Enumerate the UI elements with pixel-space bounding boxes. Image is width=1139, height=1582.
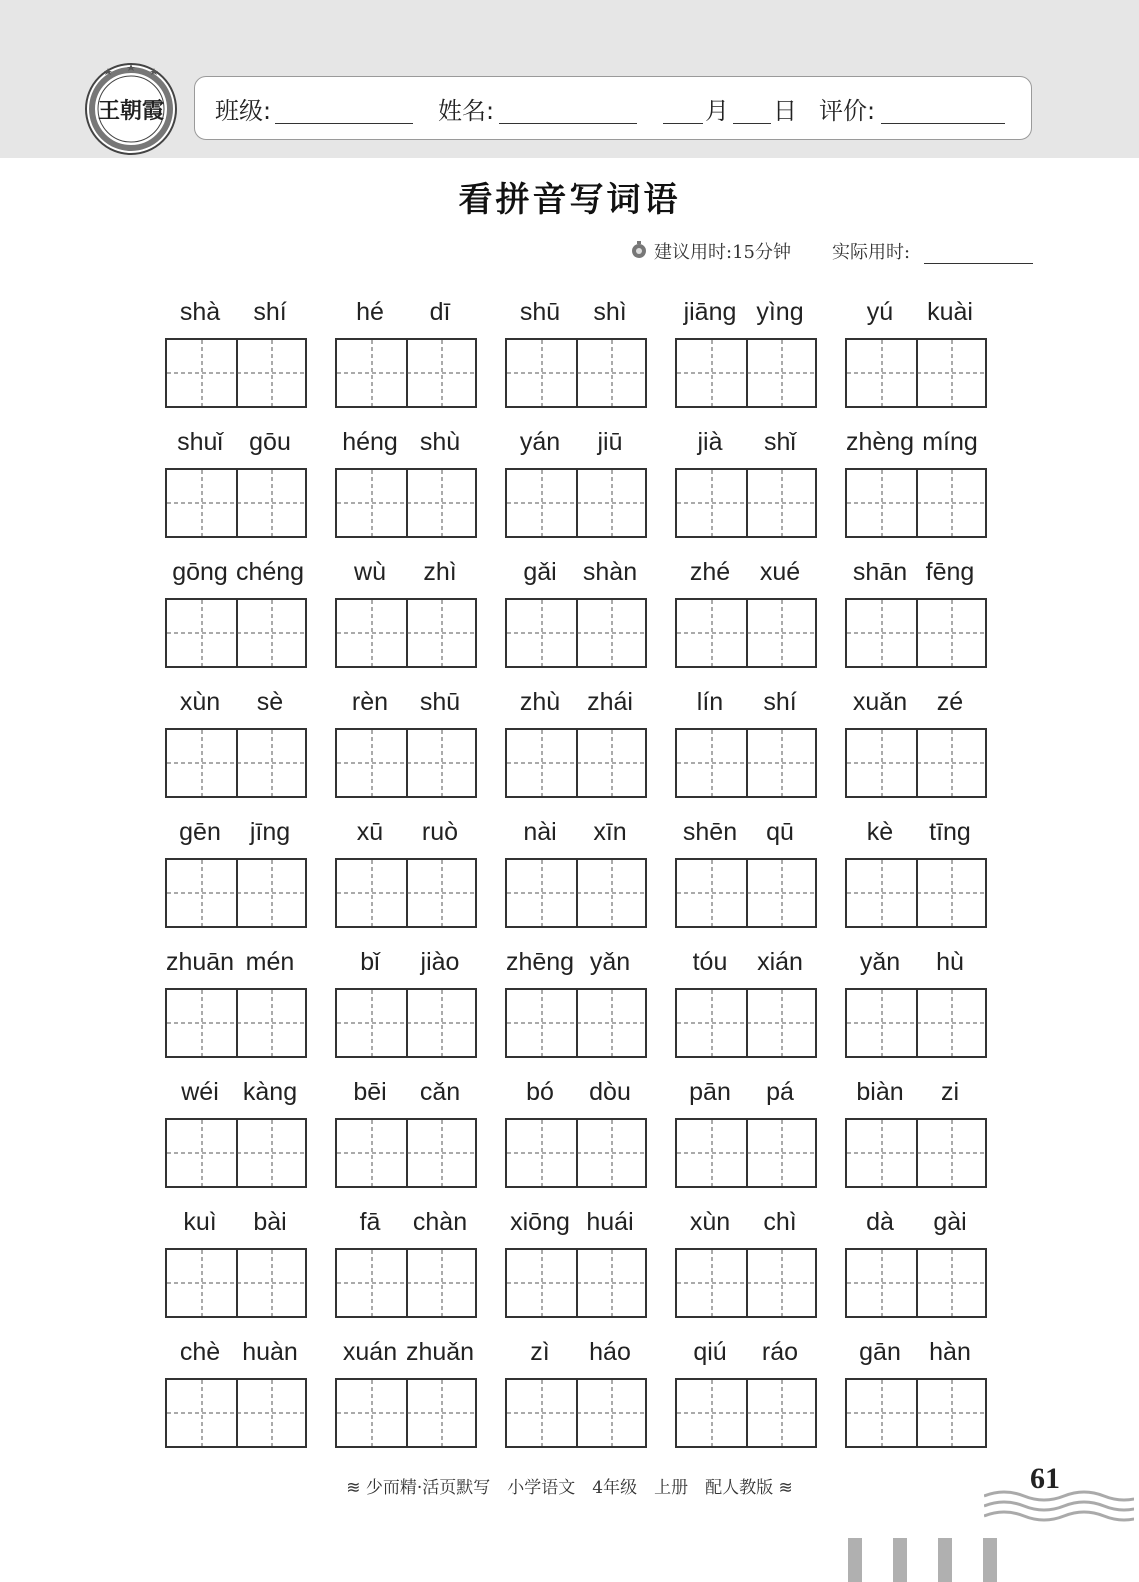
pinyin-syllable: tóu — [692, 948, 728, 976]
pinyin-syllable: zhèng — [845, 428, 915, 456]
pinyin-syllable: nài — [523, 818, 557, 846]
pinyin-syllable: jiào — [420, 948, 460, 976]
pinyin-syllable: jiū — [597, 428, 623, 456]
pinyin-syllable: shàn — [582, 558, 638, 586]
pinyin-syllable: jià — [697, 428, 723, 456]
writing-box[interactable] — [845, 728, 987, 798]
pinyin-syllable: bó — [526, 1078, 554, 1106]
writing-box[interactable] — [165, 598, 307, 668]
pinyin-syllable: zi — [940, 1078, 960, 1106]
pinyin-syllable: gān — [859, 1338, 901, 1366]
pinyin-syllable: shēn — [682, 818, 738, 846]
writing-box[interactable] — [675, 598, 817, 668]
pinyin-syllable: pān — [689, 1078, 731, 1106]
writing-box[interactable] — [165, 468, 307, 538]
pinyin-syllable: yú — [866, 298, 894, 326]
pinyin-syllable: chéng — [235, 558, 305, 586]
writing-box[interactable] — [335, 988, 477, 1058]
pinyin-syllable: hàn — [929, 1338, 971, 1366]
pinyin-syllable: zhuān — [165, 948, 235, 976]
pinyin-syllable: zhù — [519, 688, 561, 716]
writing-box[interactable] — [505, 728, 647, 798]
month-field[interactable] — [663, 123, 703, 124]
pinyin-syllable: héng — [342, 428, 398, 456]
class-field[interactable] — [275, 123, 413, 124]
writing-box[interactable] — [845, 1378, 987, 1448]
suggested-time: 建议用时:15分钟 — [654, 242, 791, 263]
pinyin-syllable: dòu — [589, 1078, 631, 1106]
writing-box[interactable] — [335, 1248, 477, 1318]
writing-box[interactable] — [675, 468, 817, 538]
pinyin-syllable: xiōng — [510, 1208, 570, 1236]
writing-box[interactable] — [165, 728, 307, 798]
edge-tabs — [0, 1530, 1139, 1582]
writing-box[interactable] — [335, 598, 477, 668]
pinyin-syllable: shù — [419, 428, 461, 456]
writing-box[interactable] — [165, 1248, 307, 1318]
pinyin-syllable: xián — [757, 948, 803, 976]
pinyin-syllable: chè — [179, 1338, 221, 1366]
writing-box[interactable] — [845, 1248, 987, 1318]
pinyin-syllable: xué — [759, 558, 801, 586]
pinyin-syllable: dà — [866, 1208, 894, 1236]
pinyin-syllable: gōng — [172, 558, 228, 586]
writing-box[interactable] — [335, 338, 477, 408]
pinyin-syllable: sè — [256, 688, 284, 716]
footer-series: ≋ 少而精·活页默写 小学语文 4年级 上册 配人教版 ≋ — [346, 1478, 793, 1498]
writing-box[interactable] — [845, 598, 987, 668]
eval-field[interactable] — [881, 123, 1005, 124]
pinyin-syllable: wù — [354, 558, 386, 586]
pinyin-syllable: huàn — [242, 1338, 298, 1366]
pinyin-syllable: zì — [530, 1338, 550, 1366]
writing-box[interactable] — [675, 728, 817, 798]
student-info-box — [194, 76, 1032, 140]
pinyin-syllable: yán — [519, 428, 561, 456]
pinyin-syllable: xuǎn — [852, 688, 908, 716]
pinyin-syllable: gēn — [179, 818, 221, 846]
pinyin-syllable: zhé — [689, 558, 731, 586]
writing-box[interactable] — [845, 988, 987, 1058]
pinyin-syllable: bēi — [353, 1078, 387, 1106]
pinyin-syllable: shū — [519, 298, 561, 326]
writing-box[interactable] — [505, 988, 647, 1058]
writing-box[interactable] — [675, 1248, 817, 1318]
pinyin-syllable: háo — [589, 1338, 631, 1366]
pinyin-syllable: bǐ — [360, 948, 380, 976]
writing-box[interactable] — [505, 338, 647, 408]
pinyin-syllable: kuì — [183, 1208, 217, 1236]
pinyin-syllable: zhì — [423, 558, 457, 586]
pinyin-syllable: shuǐ — [177, 428, 223, 456]
pinyin-syllable: pá — [766, 1078, 794, 1106]
writing-box[interactable] — [165, 1378, 307, 1448]
pinyin-syllable: ráo — [761, 1338, 799, 1366]
pinyin-syllable: shān — [852, 558, 908, 586]
class-label: 班级: — [215, 97, 272, 125]
pinyin-syllable: kuài — [927, 298, 973, 326]
pinyin-syllable: zhēng — [505, 948, 575, 976]
pinyin-syllable: shǐ — [764, 428, 796, 456]
actual-time-label: 实际用时: — [832, 242, 911, 263]
month-label: 月 — [705, 97, 729, 125]
clock-icon — [630, 241, 648, 259]
pinyin-syllable: wéi — [181, 1078, 219, 1106]
pinyin-syllable: qū — [766, 818, 794, 846]
pinyin-syllable: kàng — [242, 1078, 298, 1106]
pinyin-syllable: chì — [763, 1208, 797, 1236]
pinyin-syllable: ruò — [421, 818, 459, 846]
writing-box[interactable] — [335, 858, 477, 928]
writing-box[interactable] — [335, 728, 477, 798]
page-title: 看拼音写词语 — [458, 180, 681, 220]
pinyin-syllable: dī — [429, 298, 451, 326]
pinyin-syllable: jiāng — [683, 298, 737, 326]
writing-box[interactable] — [335, 1378, 477, 1448]
writing-box[interactable] — [505, 468, 647, 538]
pinyin-syllable: cǎn — [419, 1078, 461, 1106]
pinyin-syllable: huái — [586, 1208, 634, 1236]
writing-box[interactable] — [845, 1118, 987, 1188]
eval-label: 评价: — [819, 97, 876, 125]
pinyin-syllable: shū — [419, 688, 461, 716]
pinyin-syllable: gōu — [249, 428, 291, 456]
pinyin-syllable: hé — [356, 298, 384, 326]
pinyin-syllable: zhái — [587, 688, 633, 716]
pinyin-syllable: shà — [179, 298, 221, 326]
pinyin-syllable: shí — [763, 688, 797, 716]
name-field[interactable] — [499, 123, 637, 124]
pinyin-syllable: tīng — [929, 818, 971, 846]
pinyin-syllable: rèn — [351, 688, 389, 716]
pinyin-syllable: biàn — [856, 1078, 904, 1106]
name-label: 姓名: — [438, 97, 495, 125]
pinyin-syllable: yìng — [756, 298, 804, 326]
actual-time-field[interactable] — [924, 263, 1033, 264]
writing-box[interactable] — [675, 338, 817, 408]
pinyin-syllable: jīng — [249, 818, 291, 846]
pinyin-syllable: míng — [922, 428, 978, 456]
day-label: 日 — [773, 97, 797, 125]
page-number: 61 — [1030, 1462, 1060, 1495]
pinyin-syllable: zhuǎn — [405, 1338, 475, 1366]
pinyin-syllable: chàn — [412, 1208, 468, 1236]
pinyin-syllable: yǎn — [589, 948, 631, 976]
writing-box[interactable] — [845, 858, 987, 928]
writing-box[interactable] — [505, 1118, 647, 1188]
writing-box[interactable] — [505, 858, 647, 928]
pinyin-syllable: xùn — [689, 1208, 731, 1236]
pinyin-syllable: fēng — [925, 558, 975, 586]
writing-box[interactable] — [165, 988, 307, 1058]
writing-box[interactable] — [335, 1118, 477, 1188]
writing-box[interactable] — [675, 1378, 817, 1448]
writing-box[interactable] — [165, 858, 307, 928]
pinyin-syllable: lín — [696, 688, 724, 716]
writing-box[interactable] — [845, 338, 987, 408]
pinyin-syllable: xùn — [179, 688, 221, 716]
pinyin-syllable: shì — [593, 298, 627, 326]
svg-text:王朝霞: 王朝霞 — [97, 98, 165, 124]
pinyin-syllable: gài — [933, 1208, 967, 1236]
pinyin-syllable: xīn — [593, 818, 627, 846]
pinyin-syllable: gǎi — [523, 558, 557, 586]
pinyin-syllable: mén — [245, 948, 295, 976]
pinyin-syllable: xuán — [342, 1338, 398, 1366]
writing-box[interactable] — [505, 1248, 647, 1318]
pinyin-syllable: xū — [356, 818, 384, 846]
pinyin-syllable: fā — [359, 1208, 381, 1236]
writing-box[interactable] — [165, 338, 307, 408]
writing-box[interactable] — [165, 1118, 307, 1188]
writing-box[interactable] — [845, 468, 987, 538]
writing-box[interactable] — [675, 1118, 817, 1188]
publisher-logo — [84, 62, 178, 156]
writing-box[interactable] — [675, 858, 817, 928]
pinyin-syllable: hù — [936, 948, 964, 976]
writing-box[interactable] — [675, 988, 817, 1058]
pinyin-syllable: shí — [253, 298, 287, 326]
pinyin-syllable: kè — [866, 818, 894, 846]
writing-box[interactable] — [505, 1378, 647, 1448]
pinyin-syllable: bài — [253, 1208, 287, 1236]
pinyin-syllable: yǎn — [859, 948, 901, 976]
day-field[interactable] — [733, 123, 771, 124]
pinyin-syllable: qiú — [693, 1338, 727, 1366]
pinyin-syllable: zé — [936, 688, 964, 716]
writing-box[interactable] — [335, 468, 477, 538]
writing-box[interactable] — [505, 598, 647, 668]
